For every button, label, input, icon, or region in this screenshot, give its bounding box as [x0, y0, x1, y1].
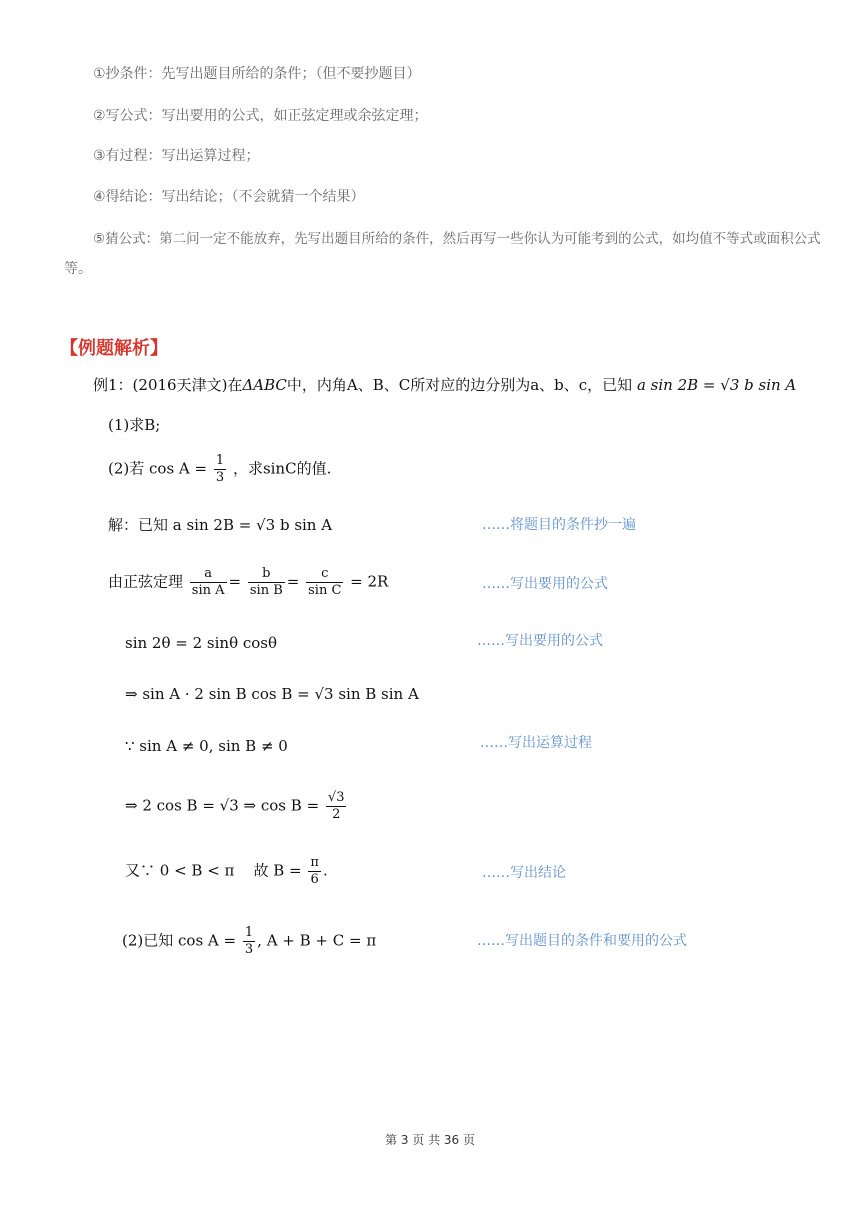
law-d3: sin C: [308, 583, 342, 598]
step-part2: [122, 925, 376, 958]
cosA-num: 1: [244, 925, 254, 940]
q2-suffix: ，求sinC的值.: [232, 459, 332, 478]
example-prefix: 例1：(2016天津文)在: [93, 376, 243, 394]
law-d1: sin A: [191, 583, 225, 598]
step-conclusion: 又∵ 0 < B < π 故 B = $\frac{\pi}{6}$ .: [125, 855, 328, 887]
tip-2: ②写公式：写出要用的公式，如正弦定理或余弦定理；: [93, 108, 428, 124]
B-num: π: [310, 855, 319, 870]
law-rhs: = 2R: [350, 572, 389, 591]
tip-5: ⑤猜公式：第二问一定不能放弃，先写出题目所给的条件，然后再写一些你认为可能考到的公式，如均值不等式或面积公式: [93, 231, 821, 247]
note-conclusion: ……写出结论: [482, 865, 566, 881]
step-law-of-sines: 由正弦定理 $\frac{a}{\text{sin A}}$ = $\frac{b}{\text{sin B}}$ = $\frac{c}{\text{sin C}}$ = 2R: [108, 566, 389, 598]
cosA-den: 3: [244, 942, 254, 957]
step-substitute: ⇒ sin A · 2 sin B cos B = √3 sin B sin A: [125, 685, 419, 703]
cosA-fraction: [243, 925, 255, 958]
q2-fraction: [214, 453, 226, 486]
cosB-fraction: [326, 790, 347, 823]
page-footer: 第 3 页 共 36 页: [385, 1133, 475, 1147]
B-den: 6: [310, 872, 319, 887]
section-title: 【例题解析】: [60, 338, 168, 359]
cosB-num: √3: [327, 790, 345, 805]
example-statement: [93, 374, 796, 395]
note-part2: ……写出题目的条件和要用的公式: [477, 933, 687, 949]
law-prefix: 由正弦定理: [108, 572, 184, 591]
law-frac-b: [248, 566, 285, 599]
part2-text: (2)已知 cos A =: [122, 931, 237, 950]
step-double-angle: sin 2θ = 2 sinθ cosθ: [125, 634, 278, 652]
q2-num: 1: [215, 453, 225, 468]
tip-5-cont: 等。: [64, 261, 92, 277]
conclusion-text: 又∵ 0 < B < π 故 B =: [125, 861, 302, 880]
law-n1: a: [190, 566, 227, 583]
B-fraction: [308, 855, 321, 888]
cosB-text: ⇒ 2 cos B = √3 ⇒ cos B =: [125, 796, 320, 815]
law-frac-a: [190, 566, 227, 599]
law-n2: b: [248, 566, 285, 583]
step-nonzero: ∵ sin A ≠ 0, sin B ≠ 0: [125, 737, 288, 755]
note-copy-conditions: ……将题目的条件抄一遍: [482, 517, 636, 533]
q2-prefix: (2)若 cos A =: [108, 459, 208, 478]
step-known: 解：已知 a sin 2B = √3 b sin A: [108, 516, 333, 534]
note-formula-1: ……写出要用的公式: [482, 576, 608, 592]
law-d2: sin B: [249, 583, 283, 598]
tip-4: ④得结论：写出结论；（不会就猜一个结果）: [93, 189, 365, 205]
example-given: a sin 2B = √3 b sin A: [636, 376, 797, 394]
example-triangle: ΔABC: [242, 376, 287, 394]
law-n3: c: [306, 566, 343, 583]
tip-3: ③有过程：写出运算过程；: [93, 148, 260, 164]
note-formula-2: ……写出要用的公式: [477, 633, 603, 649]
part2-tail: , A + B + C = π: [257, 931, 377, 950]
note-process: ……写出运算过程: [480, 735, 592, 751]
example-middle: 中，内角A、B、C所对应的边分别为a、b、c，已知: [286, 376, 633, 394]
step-cosB: [125, 790, 348, 823]
question-2: [108, 453, 331, 486]
tip-1: ①抄条件：先写出题目所给的条件；（但不要抄题目）: [93, 66, 421, 82]
question-1: (1)求B;: [108, 416, 161, 434]
cosB-den: 2: [332, 807, 341, 822]
law-frac-c: [306, 566, 343, 599]
q2-den: 3: [215, 470, 225, 485]
